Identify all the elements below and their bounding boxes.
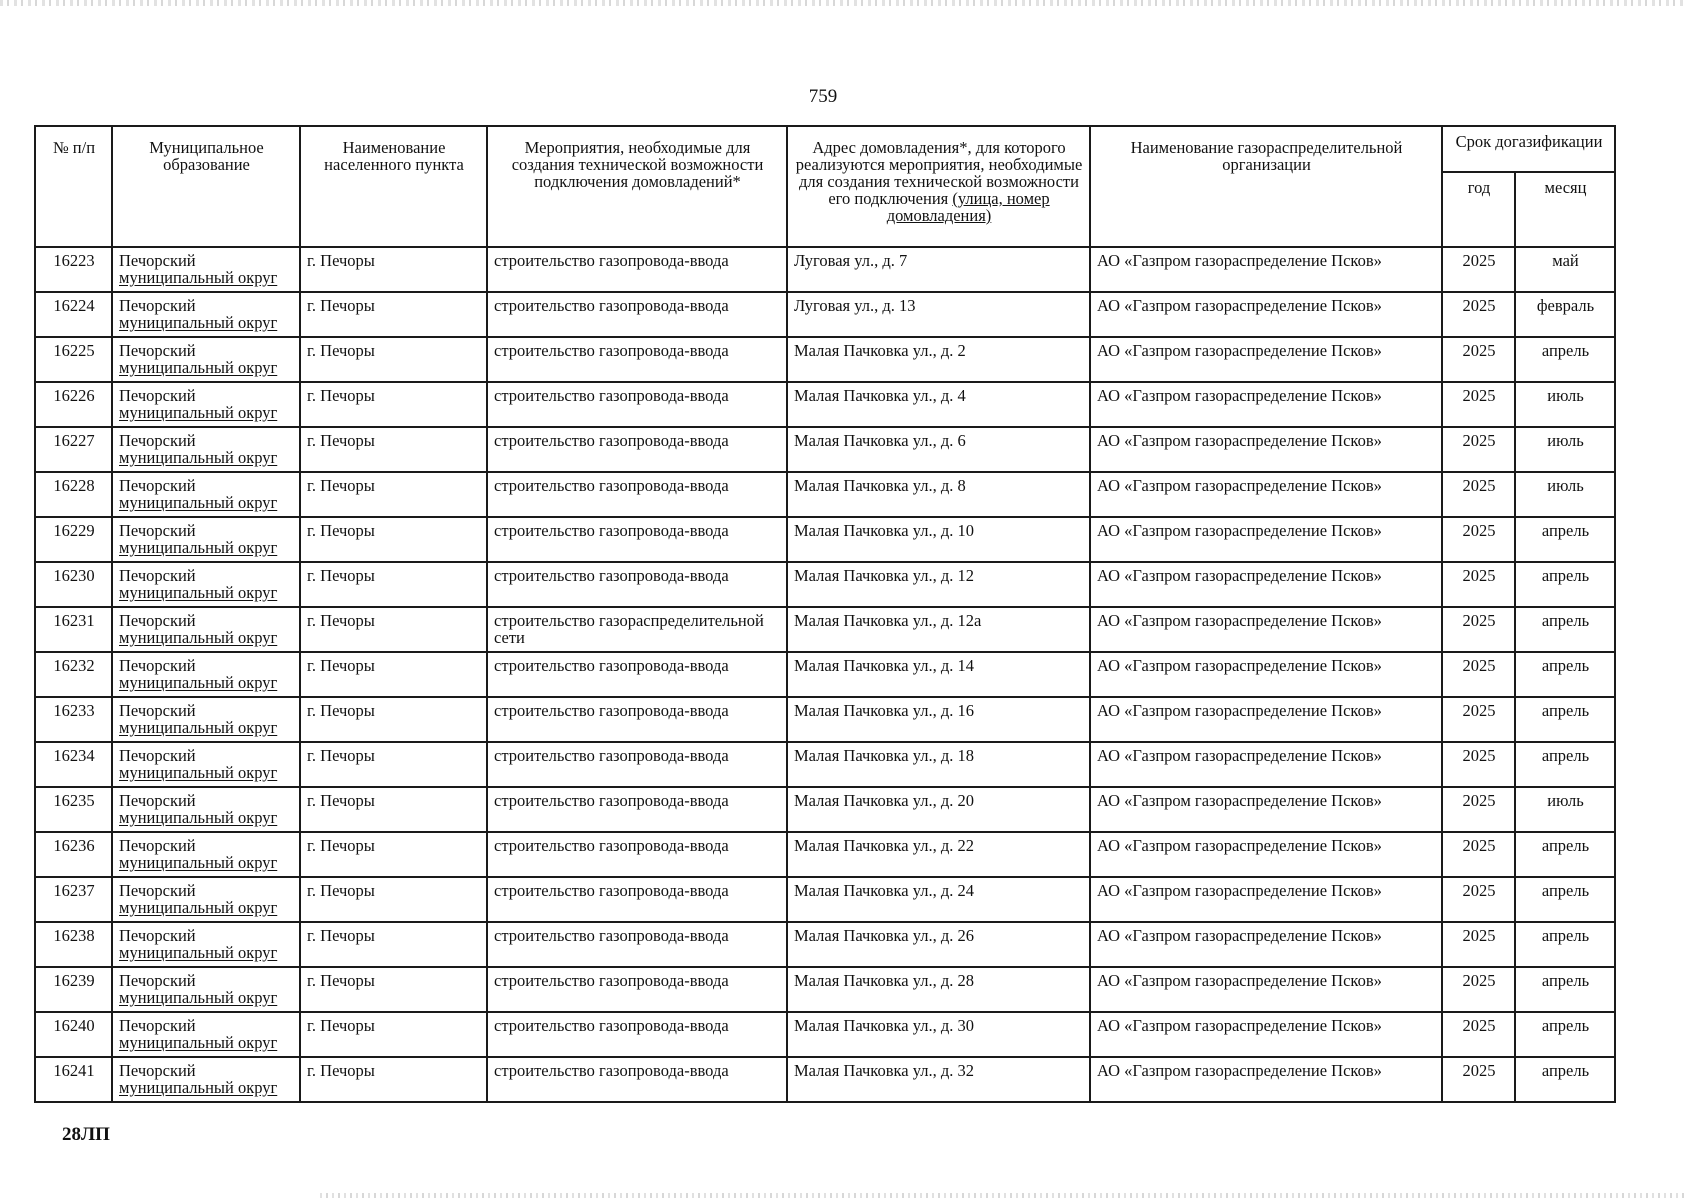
row-month: апрель [1515, 337, 1615, 382]
row-number: 16235 [35, 787, 112, 832]
table-row [35, 247, 1615, 292]
municipality-type: муниципальный округ [119, 808, 278, 827]
row-locality: г. Печоры [300, 292, 487, 337]
row-address: Малая Пачковка ул., д. 26 [787, 922, 1090, 967]
municipality-name: Печорский [119, 431, 196, 450]
row-year: 2025 [1442, 247, 1515, 292]
row-activity: строительство газопровода-ввода [487, 292, 787, 337]
municipality-name: Печорский [119, 341, 196, 360]
row-number: 16226 [35, 382, 112, 427]
row-address: Малая Пачковка ул., д. 6 [787, 427, 1090, 472]
scan-edge-bottom [320, 1193, 1686, 1198]
table-row [35, 967, 1615, 1012]
row-locality: г. Печоры [300, 1057, 487, 1102]
scan-edge-top [0, 0, 1686, 6]
row-activity: строительство газопровода-ввода [487, 1057, 787, 1102]
row-year: 2025 [1442, 382, 1515, 427]
document-code: 28ЛП [62, 1124, 110, 1145]
row-month: май [1515, 247, 1615, 292]
row-activity: строительство газопровода-ввода [487, 427, 787, 472]
header-month: месяц [1515, 172, 1615, 247]
row-municipality [112, 472, 300, 517]
row-municipality [112, 337, 300, 382]
row-month: апрель [1515, 652, 1615, 697]
municipality-type: муниципальный округ [119, 673, 278, 692]
row-number: 16237 [35, 877, 112, 922]
row-organization: АО «Газпром газораспределение Псков» [1090, 607, 1442, 652]
row-year: 2025 [1442, 517, 1515, 562]
row-year: 2025 [1442, 967, 1515, 1012]
table-row [35, 1012, 1615, 1057]
row-organization: АО «Газпром газораспределение Псков» [1090, 697, 1442, 742]
row-year: 2025 [1442, 832, 1515, 877]
row-locality: г. Печоры [300, 877, 487, 922]
row-year: 2025 [1442, 652, 1515, 697]
municipality-name: Печорский [119, 926, 196, 945]
row-municipality [112, 427, 300, 472]
row-month: апрель [1515, 607, 1615, 652]
row-month: февраль [1515, 292, 1615, 337]
table-body [35, 247, 1615, 1102]
row-locality: г. Печоры [300, 742, 487, 787]
row-organization: АО «Газпром газораспределение Псков» [1090, 742, 1442, 787]
row-month: апрель [1515, 877, 1615, 922]
row-month: апрель [1515, 1057, 1615, 1102]
municipality-type: муниципальный округ [119, 313, 278, 332]
row-month: апрель [1515, 1012, 1615, 1057]
row-year: 2025 [1442, 607, 1515, 652]
row-municipality [112, 697, 300, 742]
row-address: Малая Пачковка ул., д. 12а [787, 607, 1090, 652]
row-address: Малая Пачковка ул., д. 20 [787, 787, 1090, 832]
row-year: 2025 [1442, 787, 1515, 832]
row-year: 2025 [1442, 427, 1515, 472]
row-municipality [112, 247, 300, 292]
table-row [35, 1057, 1615, 1102]
row-municipality [112, 787, 300, 832]
row-address: Малая Пачковка ул., д. 18 [787, 742, 1090, 787]
row-locality: г. Печоры [300, 472, 487, 517]
municipality-name: Печорский [119, 701, 196, 720]
municipality-type: муниципальный округ [119, 943, 278, 962]
row-locality: г. Печоры [300, 562, 487, 607]
header-activity: Мероприятия, необходимые для создания технической возможности подключения домовладений* [487, 126, 787, 247]
row-address: Малая Пачковка ул., д. 16 [787, 697, 1090, 742]
row-municipality [112, 652, 300, 697]
row-number: 16240 [35, 1012, 112, 1057]
row-number: 16225 [35, 337, 112, 382]
row-year: 2025 [1442, 742, 1515, 787]
row-year: 2025 [1442, 337, 1515, 382]
row-activity: строительство газопровода-ввода [487, 697, 787, 742]
row-year: 2025 [1442, 877, 1515, 922]
row-year: 2025 [1442, 697, 1515, 742]
row-locality: г. Печоры [300, 922, 487, 967]
row-organization: АО «Газпром газораспределение Псков» [1090, 337, 1442, 382]
row-locality: г. Печоры [300, 1012, 487, 1057]
row-municipality [112, 562, 300, 607]
municipality-type: муниципальный округ [119, 718, 278, 737]
header-year: год [1442, 172, 1515, 247]
row-municipality [112, 1057, 300, 1102]
row-month: апрель [1515, 922, 1615, 967]
row-locality: г. Печоры [300, 697, 487, 742]
municipality-type: муниципальный округ [119, 358, 278, 377]
row-address: Малая Пачковка ул., д. 8 [787, 472, 1090, 517]
row-organization: АО «Газпром газораспределение Псков» [1090, 292, 1442, 337]
row-address: Малая Пачковка ул., д. 4 [787, 382, 1090, 427]
row-address: Малая Пачковка ул., д. 22 [787, 832, 1090, 877]
row-activity: строительство газопровода-ввода [487, 967, 787, 1012]
row-locality: г. Печоры [300, 382, 487, 427]
row-month: июль [1515, 472, 1615, 517]
row-year: 2025 [1442, 292, 1515, 337]
header-locality: Наименование населенного пункта [300, 126, 487, 247]
row-organization: АО «Газпром газораспределение Псков» [1090, 877, 1442, 922]
municipality-name: Печорский [119, 386, 196, 405]
row-month: апрель [1515, 562, 1615, 607]
row-municipality [112, 922, 300, 967]
row-organization: АО «Газпром газораспределение Псков» [1090, 967, 1442, 1012]
header-address-main: Адрес домовладения*, для которого реализуются мероприятия, необходимые для создания технической возможности его подключения [795, 138, 1083, 208]
municipality-type: муниципальный округ [119, 1078, 278, 1097]
row-activity: строительство газораспределительной сети [487, 607, 787, 652]
row-month: июль [1515, 427, 1615, 472]
row-locality: г. Печоры [300, 967, 487, 1012]
row-number: 16232 [35, 652, 112, 697]
row-month: июль [1515, 382, 1615, 427]
table-row [35, 922, 1615, 967]
row-address: Малая Пачковка ул., д. 24 [787, 877, 1090, 922]
row-activity: строительство газопровода-ввода [487, 922, 787, 967]
row-year: 2025 [1442, 472, 1515, 517]
table-row [35, 787, 1615, 832]
row-activity: строительство газопровода-ввода [487, 787, 787, 832]
table-row [35, 877, 1615, 922]
row-activity: строительство газопровода-ввода [487, 877, 787, 922]
registry-table-wrapper [34, 125, 1614, 1103]
row-organization: АО «Газпром газораспределение Псков» [1090, 922, 1442, 967]
row-organization: АО «Газпром газораспределение Псков» [1090, 1012, 1442, 1057]
municipality-name: Печорский [119, 611, 196, 630]
municipality-type: муниципальный округ [119, 1033, 278, 1052]
header-num: № п/п [35, 126, 112, 247]
row-year: 2025 [1442, 562, 1515, 607]
header-address-tail: (улица, номер домовладения) [886, 189, 1050, 225]
row-organization: АО «Газпром газораспределение Псков» [1090, 787, 1442, 832]
row-organization: АО «Газпром газораспределение Псков» [1090, 382, 1442, 427]
row-address: Малая Пачковка ул., д. 12 [787, 562, 1090, 607]
table-row [35, 472, 1615, 517]
table-row [35, 292, 1615, 337]
row-number: 16227 [35, 427, 112, 472]
row-activity: строительство газопровода-ввода [487, 382, 787, 427]
row-activity: строительство газопровода-ввода [487, 652, 787, 697]
header-organization: Наименование газораспределительной организации [1090, 126, 1442, 247]
row-month: апрель [1515, 517, 1615, 562]
row-activity: строительство газопровода-ввода [487, 472, 787, 517]
row-organization: АО «Газпром газораспределение Псков» [1090, 427, 1442, 472]
municipality-name: Печорский [119, 476, 196, 495]
municipality-name: Печорский [119, 746, 196, 765]
row-month: апрель [1515, 742, 1615, 787]
row-address: Луговая ул., д. 13 [787, 292, 1090, 337]
row-municipality [112, 967, 300, 1012]
table-row [35, 382, 1615, 427]
row-year: 2025 [1442, 922, 1515, 967]
header-municipality: Муниципальное образование [112, 126, 300, 247]
table-row [35, 652, 1615, 697]
table-row [35, 697, 1615, 742]
municipality-type: муниципальный округ [119, 853, 278, 872]
table-row [35, 742, 1615, 787]
row-number: 16231 [35, 607, 112, 652]
row-year: 2025 [1442, 1012, 1515, 1057]
row-number: 16241 [35, 1057, 112, 1102]
row-address: Малая Пачковка ул., д. 28 [787, 967, 1090, 1012]
row-activity: строительство газопровода-ввода [487, 1012, 787, 1057]
row-organization: АО «Газпром газораспределение Псков» [1090, 1057, 1442, 1102]
row-municipality [112, 517, 300, 562]
row-organization: АО «Газпром газораспределение Псков» [1090, 562, 1442, 607]
row-municipality [112, 877, 300, 922]
row-month: июль [1515, 787, 1615, 832]
header-term: Срок догазификации [1442, 126, 1615, 172]
municipality-name: Печорский [119, 791, 196, 810]
row-month: апрель [1515, 697, 1615, 742]
row-number: 16228 [35, 472, 112, 517]
municipality-name: Печорский [119, 881, 196, 900]
row-address: Малая Пачковка ул., д. 30 [787, 1012, 1090, 1057]
row-organization: АО «Газпром газораспределение Псков» [1090, 472, 1442, 517]
row-municipality [112, 292, 300, 337]
table-header-row [35, 126, 1615, 172]
row-organization: АО «Газпром газораспределение Псков» [1090, 652, 1442, 697]
municipality-name: Печорский [119, 566, 196, 585]
row-year: 2025 [1442, 1057, 1515, 1102]
municipality-type: муниципальный округ [119, 988, 278, 1007]
row-locality: г. Печоры [300, 337, 487, 382]
municipality-type: муниципальный округ [119, 538, 278, 557]
row-locality: г. Печоры [300, 427, 487, 472]
row-municipality [112, 1012, 300, 1057]
municipality-type: муниципальный округ [119, 628, 278, 647]
row-activity: строительство газопровода-ввода [487, 832, 787, 877]
municipality-type: муниципальный округ [119, 493, 278, 512]
row-municipality [112, 832, 300, 877]
table-row [35, 517, 1615, 562]
municipality-name: Печорский [119, 296, 196, 315]
table-row [35, 607, 1615, 652]
municipality-name: Печорский [119, 251, 196, 270]
row-locality: г. Печоры [300, 607, 487, 652]
table-row [35, 337, 1615, 382]
row-number: 16238 [35, 922, 112, 967]
row-address: Малая Пачковка ул., д. 14 [787, 652, 1090, 697]
municipality-type: муниципальный округ [119, 403, 278, 422]
row-locality: г. Печоры [300, 247, 487, 292]
municipality-name: Печорский [119, 1016, 196, 1035]
row-number: 16236 [35, 832, 112, 877]
row-organization: АО «Газпром газораспределение Псков» [1090, 247, 1442, 292]
row-address: Малая Пачковка ул., д. 10 [787, 517, 1090, 562]
row-address: Малая Пачковка ул., д. 2 [787, 337, 1090, 382]
municipality-type: муниципальный округ [119, 898, 278, 917]
row-organization: АО «Газпром газораспределение Псков» [1090, 517, 1442, 562]
row-locality: г. Печоры [300, 652, 487, 697]
row-organization: АО «Газпром газораспределение Псков» [1090, 832, 1442, 877]
row-activity: строительство газопровода-ввода [487, 247, 787, 292]
municipality-type: муниципальный округ [119, 583, 278, 602]
table-row [35, 427, 1615, 472]
municipality-type: муниципальный округ [119, 268, 278, 287]
row-activity: строительство газопровода-ввода [487, 337, 787, 382]
row-number: 16234 [35, 742, 112, 787]
row-address: Луговая ул., д. 7 [787, 247, 1090, 292]
municipality-type: муниципальный округ [119, 448, 278, 467]
row-activity: строительство газопровода-ввода [487, 517, 787, 562]
row-number: 16223 [35, 247, 112, 292]
municipality-name: Печорский [119, 521, 196, 540]
row-locality: г. Печоры [300, 517, 487, 562]
registry-table [34, 125, 1616, 1103]
row-number: 16229 [35, 517, 112, 562]
row-month: апрель [1515, 967, 1615, 1012]
row-locality: г. Печоры [300, 832, 487, 877]
row-municipality [112, 742, 300, 787]
row-number: 16230 [35, 562, 112, 607]
municipality-name: Печорский [119, 971, 196, 990]
table-row [35, 562, 1615, 607]
page-number: 759 [808, 86, 838, 107]
table-row [35, 832, 1615, 877]
municipality-type: муниципальный округ [119, 763, 278, 782]
municipality-name: Печорский [119, 836, 196, 855]
row-number: 16239 [35, 967, 112, 1012]
header-address [787, 126, 1090, 247]
row-number: 16224 [35, 292, 112, 337]
row-number: 16233 [35, 697, 112, 742]
row-municipality [112, 382, 300, 427]
row-address: Малая Пачковка ул., д. 32 [787, 1057, 1090, 1102]
row-activity: строительство газопровода-ввода [487, 742, 787, 787]
row-municipality [112, 607, 300, 652]
row-locality: г. Печоры [300, 787, 487, 832]
municipality-name: Печорский [119, 1061, 196, 1080]
row-month: апрель [1515, 832, 1615, 877]
municipality-name: Печорский [119, 656, 196, 675]
row-activity: строительство газопровода-ввода [487, 562, 787, 607]
